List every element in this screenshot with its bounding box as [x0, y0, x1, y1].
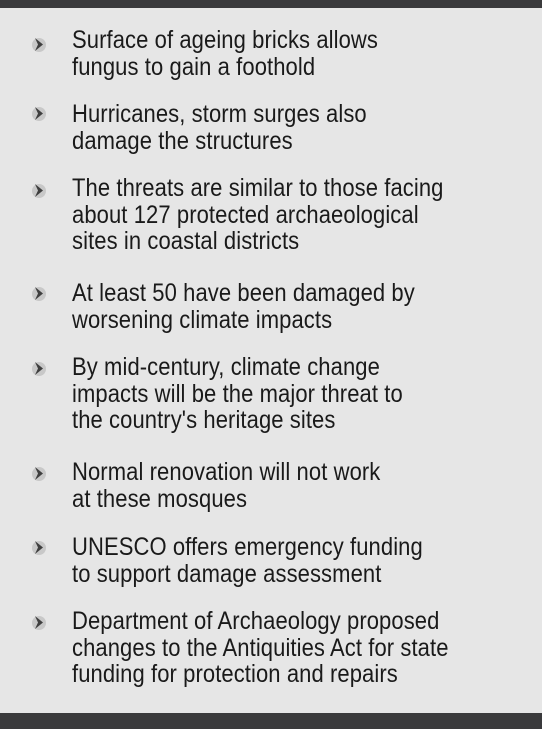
chevron-right-icon — [30, 284, 48, 302]
chevron-right-icon — [30, 181, 48, 199]
chevron-right-icon — [30, 35, 48, 53]
chevron-right-icon — [30, 613, 48, 631]
list-item-text: The threats are similar to those facing about 127 protected archaeological sites in coastal districts — [72, 174, 444, 255]
chevron-right-icon — [30, 464, 48, 482]
list-item-text: By mid-century, climate change impacts will be the major threat to the country's heritage sites — [72, 353, 403, 434]
chevron-right-icon — [30, 359, 48, 377]
list-item-text: At least 50 have been damaged by worsening climate impacts — [72, 279, 415, 334]
list-item-text: Normal renovation will not work at these mosques — [72, 458, 381, 513]
list-item-text: Hurricanes, storm surges also damage the structures — [72, 100, 367, 155]
list-item-text: Surface of ageing bricks allows fungus to gain a foothold — [72, 26, 378, 81]
bottom-border-bar — [0, 713, 542, 729]
chevron-right-icon — [30, 538, 48, 556]
list-item-text: UNESCO offers emergency funding to support damage assessment — [72, 533, 423, 588]
chevron-right-icon — [30, 104, 48, 122]
list-item-text: Department of Archaeology proposed changes to the Antiquities Act for state funding for protection and repairs — [72, 607, 449, 688]
top-border-bar — [0, 0, 542, 8]
